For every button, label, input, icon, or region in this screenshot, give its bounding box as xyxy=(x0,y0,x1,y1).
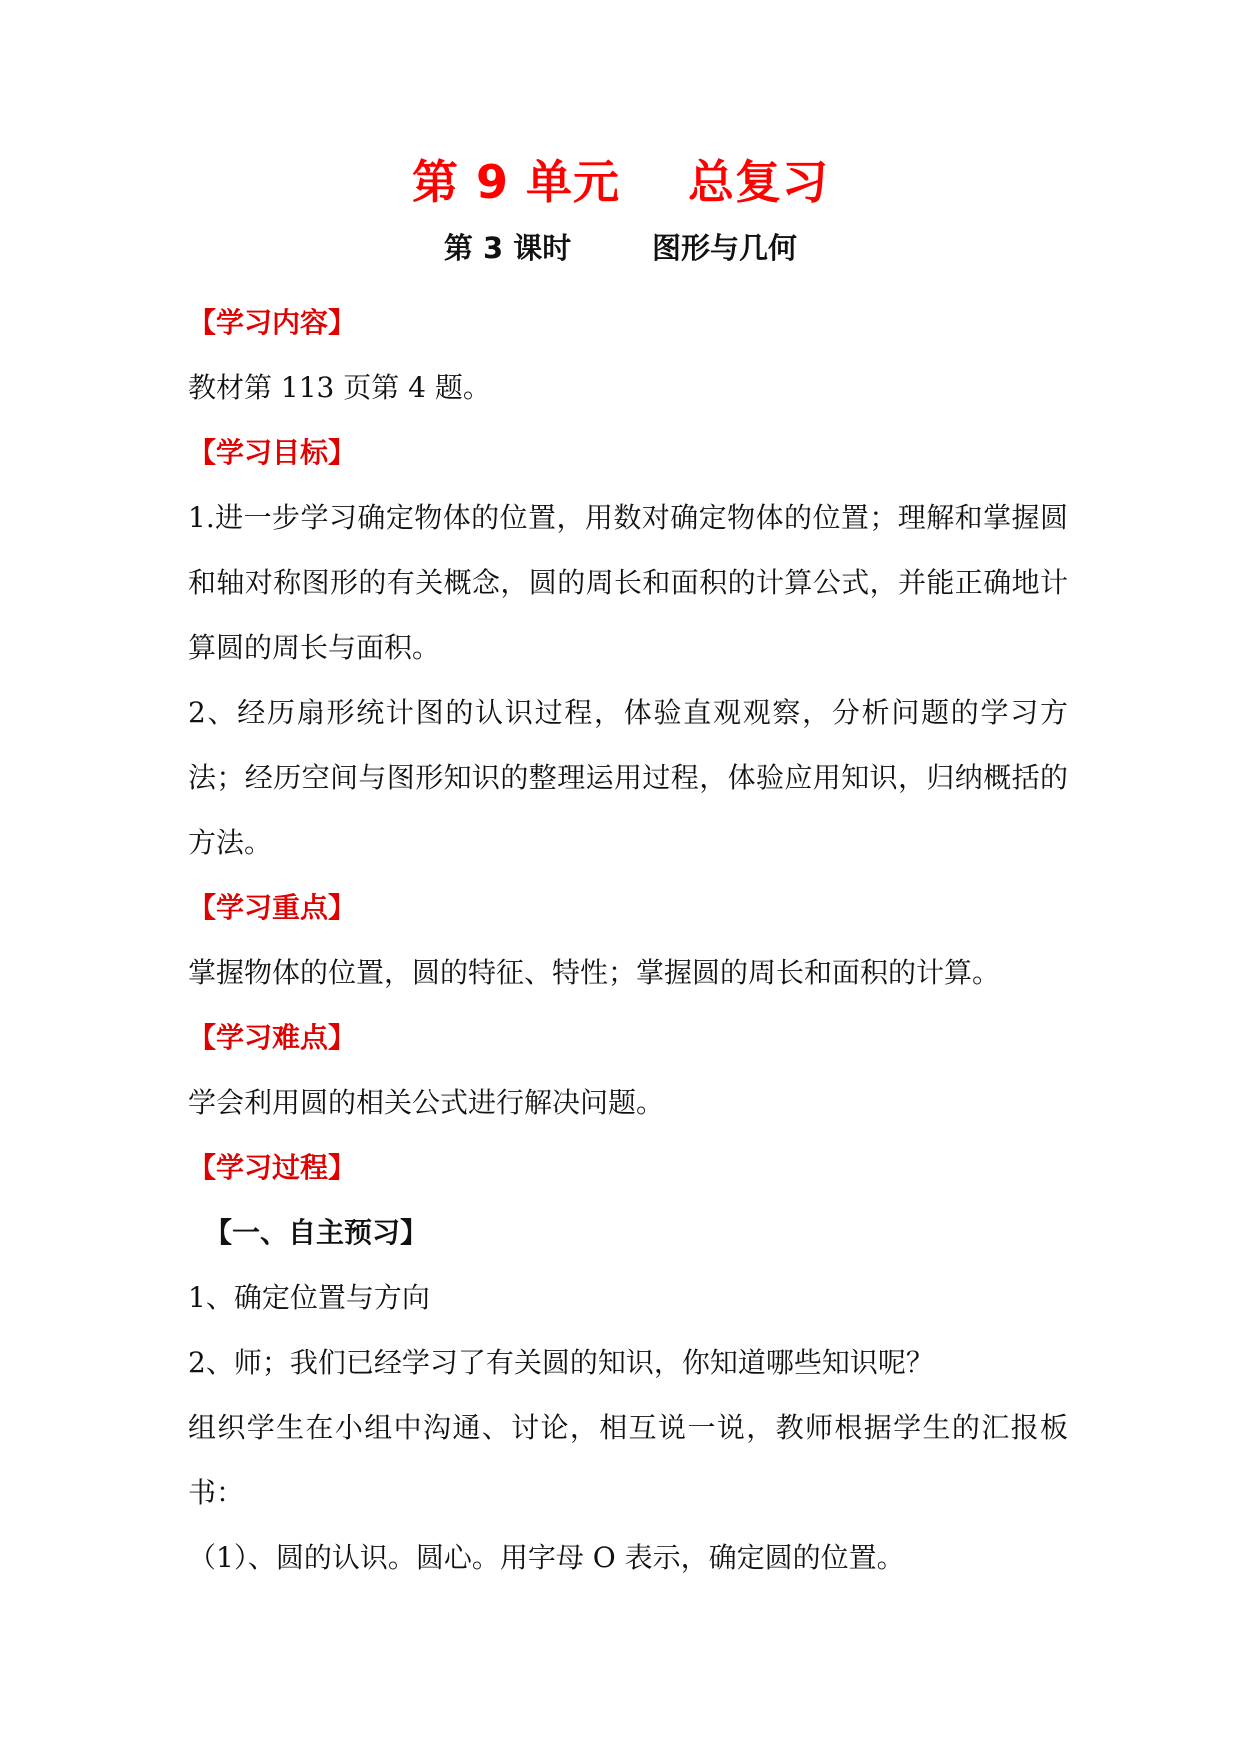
step-2-text: 2、师；我们已经学习了有关圆的知识，你知道哪些知识呢？ xyxy=(188,1346,934,1379)
heading-learning-process: 【学习过程】 xyxy=(188,1151,357,1184)
document-title: 第 9 单元 总复习 xyxy=(411,155,830,209)
document-subtitle: 第 3 课时 图形与几何 xyxy=(443,231,798,265)
document-body xyxy=(188,290,1068,1590)
heading-learning-goals: 【学习目标】 xyxy=(188,436,357,469)
organize-text: 组织学生在小组中沟通、讨论，相互说一说，教师根据学生的汇报板书： xyxy=(188,1411,1068,1509)
step-1-text: 1、确定位置与方向 xyxy=(188,1281,430,1314)
heading-learning-content: 【学习内容】 xyxy=(188,306,357,339)
heading-self-preview: 【一、自主预习】 xyxy=(204,1216,429,1249)
goal-1-text: 1.进一步学习确定物体的位置，用数对确定物体的位置；理解和掌握圆和轴对称图形的有关概念，圆的周长和面积的计算公式，并能正确地计算圆的周长与面积。 xyxy=(188,501,1068,664)
item-1-text: （1）、圆的认识。圆心。用字母 O 表示，确定圆的位置。 xyxy=(188,1541,905,1574)
heading-key-points: 【学习重点】 xyxy=(188,891,357,924)
learning-content-text: 教材第 113 页第 4 题。 xyxy=(188,371,491,404)
heading-difficulties: 【学习难点】 xyxy=(188,1021,357,1054)
goal-2-text: 2、经历扇形统计图的认识过程，体验直观观察，分析问题的学习方法；经历空间与图形知识的整理运用过程，体验应用知识，归纳概括的方法。 xyxy=(188,696,1068,859)
difficulties-text: 学会利用圆的相关公式进行解决问题。 xyxy=(188,1086,665,1119)
key-points-text: 掌握物体的位置，圆的特征、特性；掌握圆的周长和面积的计算。 xyxy=(188,956,1001,989)
